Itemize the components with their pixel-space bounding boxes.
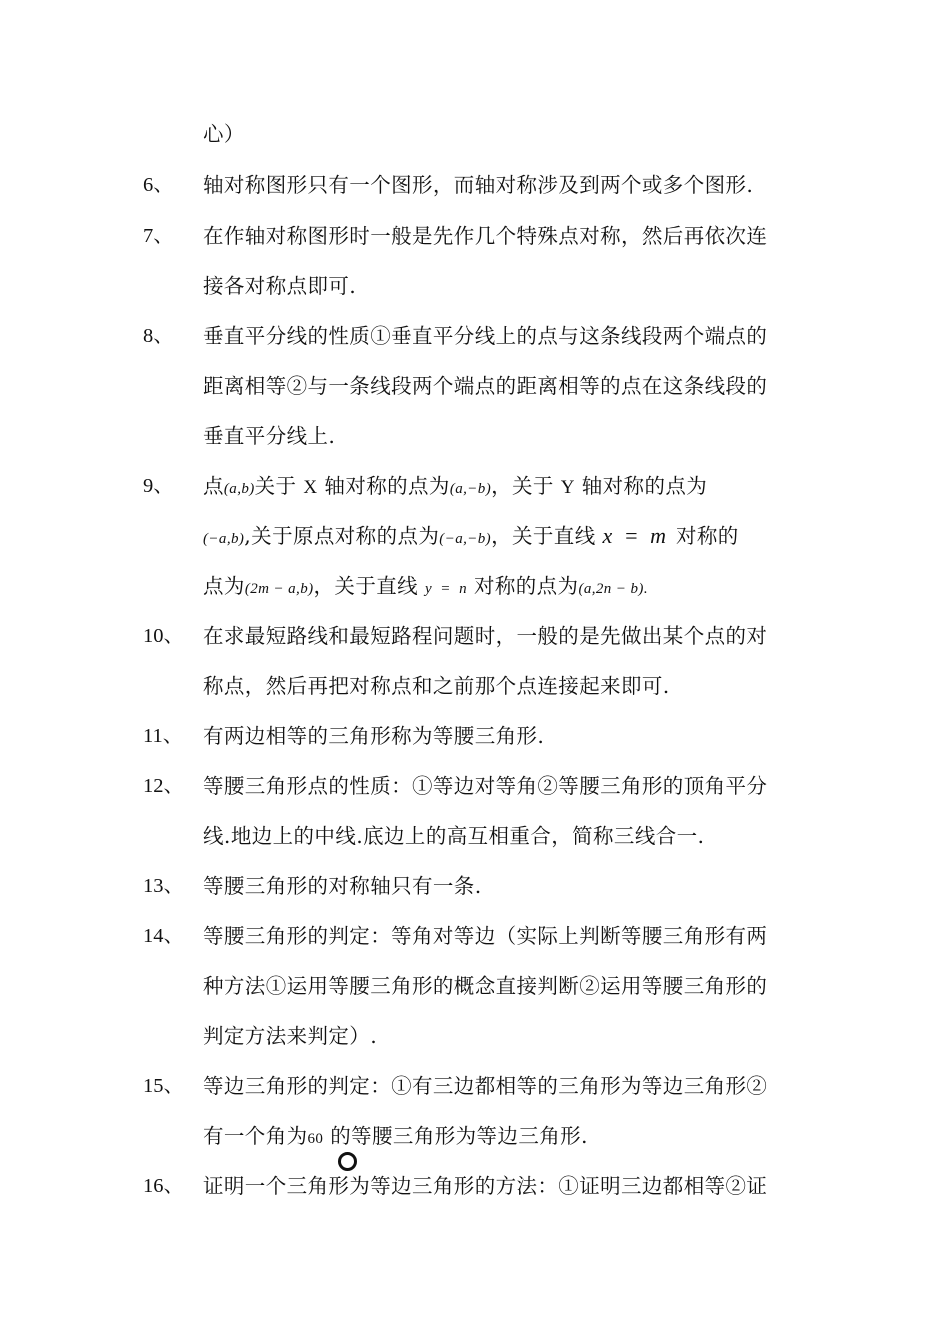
line-text: 距离相等②与一条线段两个端点的距离相等的点在这条线段的: [203, 374, 768, 398]
list-item-7: [0, 216, 950, 256]
math-expression: (a,−b): [449, 481, 492, 497]
line-text: 等腰三角形点的性质：①等边对等角②等腰三角形的顶角平分: [203, 774, 768, 798]
text-run: 的等腰三角形为等边三角形.: [323, 1124, 588, 1148]
list-item-8: [0, 316, 950, 356]
text-line: [0, 1116, 950, 1156]
list-item-6: [0, 165, 950, 205]
list-item-14: [0, 916, 950, 956]
math-number: 60: [307, 1131, 324, 1147]
math-symbol: X: [303, 477, 318, 498]
item-number: 13、: [143, 875, 184, 897]
item-number: 9、: [143, 475, 174, 497]
text-run: 点: [203, 474, 224, 498]
line-text: 心）: [203, 122, 245, 146]
text-run: .: [643, 581, 648, 597]
item-number: 11、: [143, 725, 184, 747]
text-run: ，关于: [491, 474, 561, 498]
line-text: 等腰三角形的对称轴只有一条.: [203, 874, 482, 898]
list-item-16: [0, 1166, 950, 1206]
list-item-12: [0, 766, 950, 806]
math-expression: (−a,b): [203, 531, 245, 547]
list-item-13: [0, 866, 950, 906]
text-run: ，关于直线: [491, 524, 596, 548]
line-text: 线.地边上的中线.底边上的高互相重合，简称三线合一.: [203, 824, 705, 848]
line-text: 等腰三角形的判定：等角对等边（实际上判断等腰三角形有两: [203, 924, 768, 948]
line-text: 接各对称点即可.: [203, 274, 357, 298]
text-line: [0, 1016, 950, 1056]
line-text: 证明一个三角形为等边三角形的方法：①证明三边都相等②证: [203, 1174, 768, 1198]
text-line: [0, 966, 950, 1006]
math-expression: (a,b): [223, 481, 255, 497]
line-text: 有两边相等的三角形称为等腰三角形.: [203, 724, 545, 748]
list-item-9: [0, 466, 950, 506]
line-text: 垂直平分线上.: [203, 424, 336, 448]
item-number: 14、: [143, 925, 184, 947]
math-expression: (2m − a,b): [244, 581, 314, 597]
line-text: 垂直平分线的性质①垂直平分线上的点与这条线段两个端点的: [203, 324, 768, 348]
item-number: 12、: [143, 775, 184, 797]
text-line: [0, 566, 950, 606]
item-number: 6、: [143, 174, 174, 196]
line-text: 轴对称图形只有一个图形，而轴对称涉及到两个或多个图形.: [203, 173, 754, 197]
text-line: [0, 366, 950, 406]
text-run: 关于: [254, 474, 304, 498]
text-line: [0, 516, 950, 556]
item-number: 10、: [143, 625, 184, 647]
math-expression: x = m: [602, 523, 670, 548]
line-text: [203, 516, 739, 559]
text-line: [0, 266, 950, 306]
text-run: 对称的: [675, 524, 739, 548]
line-text: 在作轴对称图形时一般是先作几个特殊点对称，然后再依次连: [203, 224, 768, 248]
list-item-10: [0, 616, 950, 656]
math-expression: (a,2n − b): [578, 581, 644, 597]
line-text: 等边三角形的判定：①有三边都相等的三角形为等边三角形②: [203, 1074, 768, 1098]
line-text: [203, 566, 648, 609]
text-run: 点为: [203, 574, 245, 598]
list-item-15: [0, 1066, 950, 1106]
item-number: 15、: [143, 1075, 184, 1097]
line-text: 判定方法来判定）.: [203, 1024, 378, 1048]
line-text: 称点，然后再把对称点和之前那个点连接起来即可.: [203, 674, 670, 698]
line-text: 在求最短路线和最短路程问题时，一般的是先做出某个点的对: [203, 624, 768, 648]
item-number: 8、: [143, 325, 174, 347]
text-run: 有一个角为: [203, 1124, 308, 1148]
text-line: [0, 416, 950, 456]
line-text: [203, 466, 707, 509]
math-symbol: Y: [560, 477, 575, 498]
math-expression: y = n: [424, 581, 468, 597]
text-line: [0, 114, 950, 154]
text-run: 轴对称的点为: [574, 474, 708, 498]
text-run: ,关于原点对称的点为: [244, 524, 440, 548]
text-run: 轴对称的点为: [317, 474, 450, 498]
math-expression: (−a,−b): [439, 531, 492, 547]
text-run: 对称的点为: [473, 574, 579, 598]
busy-cursor-icon: [338, 1152, 357, 1171]
line-text: [203, 1116, 588, 1159]
list-item-11: [0, 716, 950, 756]
text-line: [0, 666, 950, 706]
item-number: 16、: [143, 1175, 184, 1197]
item-number: 7、: [143, 225, 174, 247]
text-run: ，关于直线: [313, 574, 419, 598]
text-line: [0, 816, 950, 856]
line-text: 种方法①运用等腰三角形的概念直接判断②运用等腰三角形的: [203, 974, 768, 998]
